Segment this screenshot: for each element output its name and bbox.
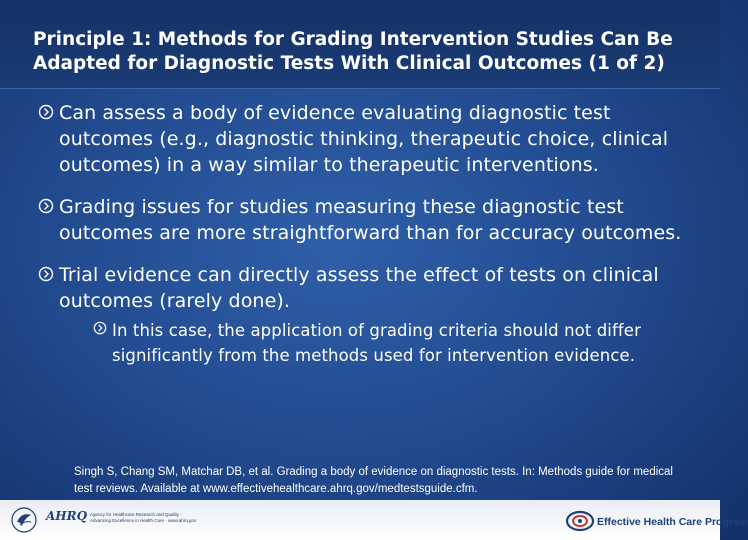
ahrq-logo: AHRQ — [46, 509, 88, 523]
ahrq-tagline: Agency for Healthcare Research and Quality · Advancing Excellence in Health Care · www.ahrq.gov — [90, 512, 197, 523]
bullet-text: Can assess a body of evidence evaluating diagnostic test outcomes (e.g., diagnostic thinking, therapeutic choice, clinical outcomes) in a way similar to therapeutic interventions. — [59, 102, 669, 176]
sub-bullet-circle-icon — [93, 321, 107, 335]
citation: Singh S, Chang SM, Matchar DB, et al. Grading a body of evidence on diagnostic tests. In: Methods guide for medical test reviews. Available at www.effectivehealthcare.ahrq.gov/medtestsguide.cfm. — [74, 466, 673, 495]
slide-title-line-1: Principle 1: Methods for Grading Intervention Studies Can Be — [33, 29, 673, 50]
hhs-eagle-icon — [10, 506, 38, 534]
bullet-circle-icon — [38, 266, 54, 282]
bullet-item — [38, 194, 688, 246]
bullet-circle-icon — [38, 198, 54, 214]
sub-bullet-item — [59, 318, 688, 368]
bullet-item — [38, 262, 688, 368]
ehc-swirl-icon — [565, 508, 595, 534]
sub-bullet-text: In this case, the application of grading criteria should not differ significantly from the methods used for intervention evidence. — [112, 321, 641, 365]
bullet-item — [38, 100, 688, 178]
bullet-text: Trial evidence can directly assess the effect of tests on clinical outcomes (rarely done). — [59, 264, 659, 312]
bullet-list — [38, 100, 688, 384]
bullet-circle-icon — [38, 104, 54, 120]
slide-title — [33, 28, 703, 76]
bullet-text: Grading issues for studies measuring these diagnostic test outcomes are more straightforward than for accuracy outcomes. — [59, 196, 682, 244]
ehc-program-name: Effective Health Care Program — [597, 516, 748, 528]
slide-title-line-2: Adapted for Diagnostic Tests With Clinical Outcomes (1 of 2) — [33, 53, 665, 74]
